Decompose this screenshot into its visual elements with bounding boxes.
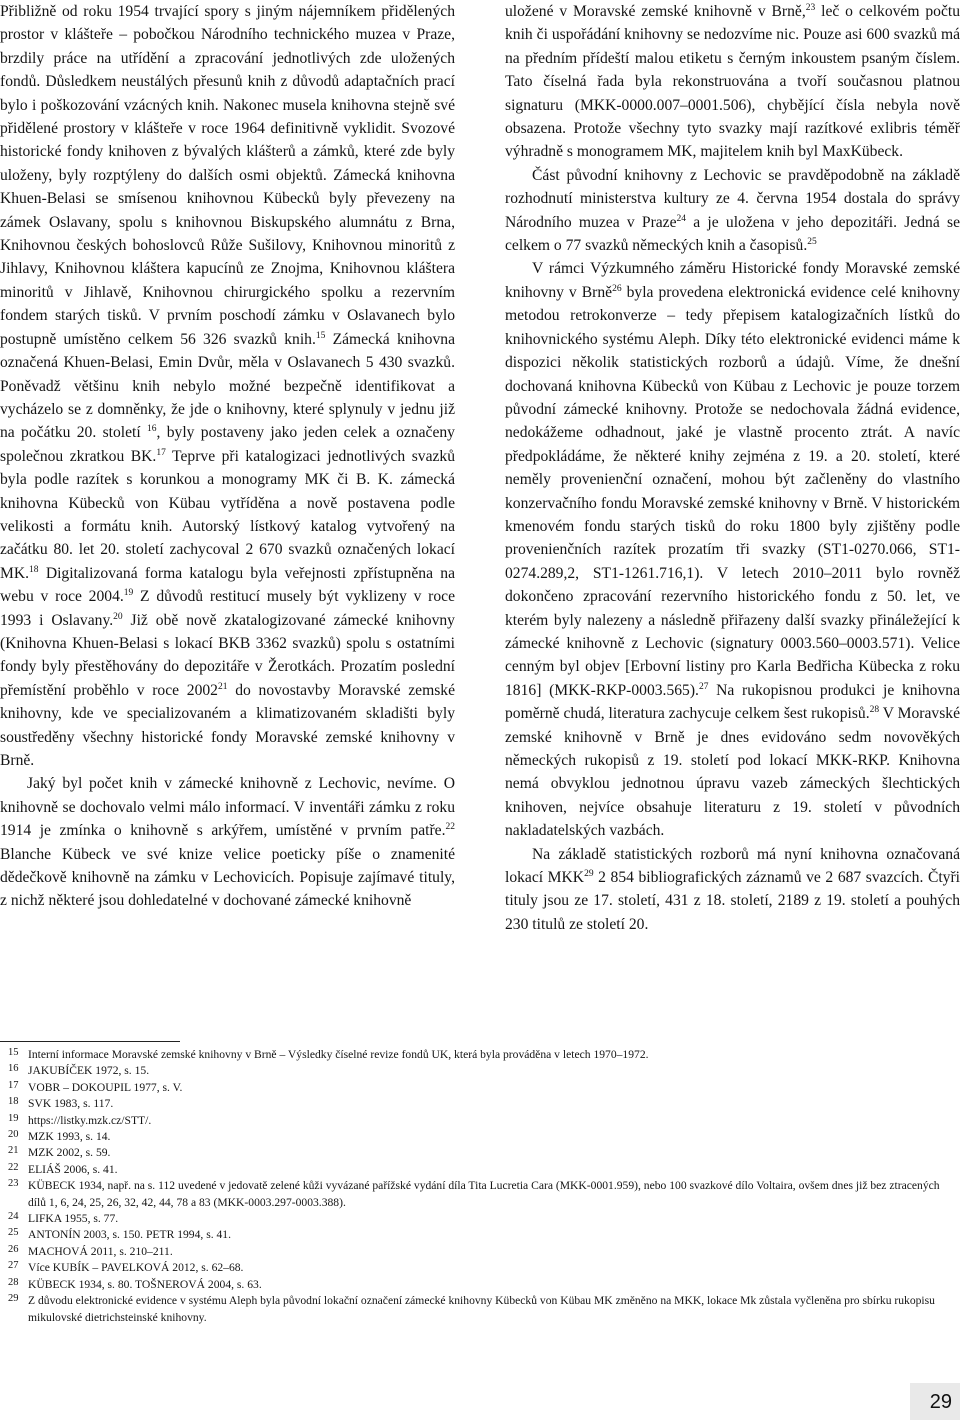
footnote-19 bbox=[0, 1113, 960, 1129]
footnote-ref[interactable]: 26 bbox=[612, 283, 622, 294]
footnote-number: 18 bbox=[8, 1096, 19, 1108]
left-column bbox=[0, 0, 455, 913]
footnote-22: 22 ELIÁŠ 2006, s. 41. bbox=[8, 1161, 118, 1176]
footnote-ref[interactable]: 19 bbox=[123, 588, 134, 599]
footnote-number: 27 bbox=[8, 1260, 19, 1272]
footnote-28: 28 KÜBECK 1934, s. 80. TOŠNEROVÁ 2004, s. 63. bbox=[8, 1276, 262, 1291]
paragraph-3: uložené v Moravské zemské knihovně v Brně,$^{23}$ leč o celkovém počtu knih či uspořádání knihovny se nedozvíme nic. Pouze asi 600 svazků má na předním přídeští malou etiketu s černým inkoustem psaným číslem. Tato číselná řada byla rekonstruována a tvoří současnou platnou signaturu (MKK-0000.007–0001.506), chybějící čísla nebyla nově obsazena. Protože všechny tyto svazky mají razítkové exlibris téměř výhradně s monogramem MK, majitelem knih byl MaxKübeck. bbox=[505, 3, 960, 161]
footnote-number: 19 bbox=[8, 1112, 19, 1124]
footnote-27: 27 Více KUBÍK – PAVELKOVÁ 2012, s. 62–68. bbox=[8, 1260, 244, 1275]
footnote-26: 26 MACHOVÁ 2011, s. 210–211. bbox=[8, 1243, 173, 1258]
footnote-number: 22 bbox=[8, 1161, 19, 1173]
footnote-number: 28 bbox=[8, 1276, 19, 1288]
footnote-number: 24 bbox=[8, 1211, 19, 1223]
footnote-ref[interactable]: 20 bbox=[113, 611, 123, 622]
footnote-ref[interactable]: 29 bbox=[584, 869, 594, 880]
footnote-number: 15 bbox=[8, 1047, 19, 1058]
footnote-number: 29 bbox=[8, 1293, 19, 1305]
footnote-number: 23 bbox=[8, 1178, 19, 1190]
footnote-ref[interactable]: 18 bbox=[29, 564, 39, 575]
footnote-ref[interactable]: 22 bbox=[445, 822, 455, 833]
footnote-number: 26 bbox=[8, 1243, 19, 1255]
footnote-ref[interactable]: 15 bbox=[315, 330, 326, 341]
paragraph-6: Na základě statistických rozborů má nyní knihovna označovaná lokací MKK$^{29}$ 2 854 bibliografických záznamů ve 2 687 svazcích. Čtyři tituly jsou ze 17. století, 431 z 18. století, 2189 z 19. století a pouhých 230 titulů ze století 20. bbox=[505, 845, 960, 933]
footnote-16: 16 JAKUBÍČEK 1972, s. 15. bbox=[8, 1063, 150, 1078]
footnote-separator bbox=[0, 1041, 180, 1042]
footnote-ref[interactable]: 24 bbox=[676, 213, 687, 224]
page-number: 29 bbox=[910, 1383, 960, 1420]
footnote-24: 24 LIFKA 1955, s. 77. bbox=[8, 1211, 119, 1226]
footnote-number: 25 bbox=[8, 1227, 19, 1239]
paragraph-4: Část původní knihovny z Lechovic se pravděpodobně na základě rozhodnutí ministerstva kultury ze 4. června 1954 dostala do správy Národního muzea v Praze$^{24}$ a je uložena v jeho depozitáři. Jedná se celkem o 77 svazků německých knih a časopisů.$^{25}$ bbox=[505, 166, 960, 255]
footnote-17: 17 VOBR – DOKOUPIL 1977, s. V. bbox=[8, 1079, 183, 1094]
footnote-ref[interactable]: 25 bbox=[807, 237, 817, 248]
right-column bbox=[505, 0, 960, 936]
footnote-ref[interactable]: 21 bbox=[217, 681, 228, 692]
footnote-ref[interactable]: 28 bbox=[869, 705, 880, 716]
footnote-number: 20 bbox=[8, 1129, 19, 1141]
footnote-ref[interactable]: 27 bbox=[698, 681, 709, 692]
footnote-number: 16 bbox=[8, 1063, 19, 1075]
paragraph-5: V rámci Výzkumného záměru Historické fondy Moravské zemské knihovny v Brně$^{26}$ byla provedena elektronická evidence celé knihovny metodou retrokonverze – tedy přepisem katalogizačních lístků do knihovnického systému Aleph. Díky této elektronické evidenci máme k dispozici několik statistických rozborů a údajů. Víme, že dnešní dochovaná knihovna Kübecků von Kübau z Lechovic je pouze torzem původní zámecké knihovny. Protože se nedochovala žádná evidence, nedokážeme odhadnout, jaké je vlastně procento ztrát. A navíc předpokládáme, že některé knihy zejména z 19. a 20. století, které neměly provenienční označení, mohou být začleněny do vlastního konzervačního fondu Moravské zemské knihovny v Brně. V historickém kmenovém fondu starých tisků do roku 1800 byly zjištěny podle provenienčních razítek prozatím tři svazky (ST1-0270.066, ST1-0274.289,2, ST1-1261.716,1). V letech 2010–2011 bylo rovněž dokončeno zpracování rezervního historického fondu z 50. let, ve kterém byly nalezeny a následně přiřazeny další svazky přináležející k zámecké knihovně z Lechovic (signatury 0003.560–0003.571). Velice cenným byl objev [Erbovní listiny pro Karla Bedřicha Kübecka z roku 1816] (MKK-RKP-0003.565).$^{27}$ Na rukopisnou produkci je knihovna poměrně chudá, literatura zachycuje celkem šest rukopisů.$^{28}$ V Moravské zemské knihovně v Brně je dnes evidováno sedm novověkých německých rukopisů z 19. století pod lokací MKK-RKP. Knihovna nemá obvyklou jednotnou úpravu vazeb zámeckých šlechtických knihoven, nejvíce obsahuje literaturu z 19. století v původních nakladatelských vazbách. bbox=[505, 260, 960, 840]
footnote-number: 17 bbox=[8, 1079, 19, 1091]
footnotes bbox=[0, 1047, 960, 1326]
footnote-15: 15 Interní informace Moravské zemské knihovny v Brně – Výsledky číselné revize fondů UK, která byla prováděna v letech 1970–1972. bbox=[8, 1047, 649, 1061]
footnote-link[interactable]: https://listky.mzk.cz/STT/. bbox=[28, 1113, 152, 1127]
footnote-20: 20 MZK 1993, s. 14. bbox=[8, 1129, 111, 1144]
paragraph-1: Přibližně od roku 1954 trvající spory s jiným nájemníkem přidělených prostor v klášteře – pobočkou Národního technického muzea v Praze, brzdily práce na utřídění a zpracování jednotlivých zde uložených fondů. Důsledkem neustálých přesunů knih z důvodů adaptačních prací bylo i poškozování vzácných knih. Nakonec musela knihovna stejně své přidělené prostory v klášteře v roce 1964 definitivně vyklidit. Svozové historické fondy knihoven z bývalých klášterů a zámků, které zde byly uloženy, byly rozptýleny do dalších osmi objektů. Zámecká knihovna Khuen-Belasi se smísenou knihovnou Kübecků byly převezeny na zámek Oslavany, spolu s knihovnou Biskupského alumnátu z Brna, Knihovnou českých bohoslovců Růže Sušilovy, Knihovnou minoritů z Jihlavy, Knihovnou kláštera kapucínů ze Znojma, Knihovnou kláštera minoritů v Jihlavě, Knihovnou chirurgického spolku a rezervním fondem starých tisků. V prvním poschodí zámku v Oslavanech bylo postupně umístěno celkem 56 326 svazků knih.$^{15}$ Zámecká knihovna označená Khuen-Belasi, Emin Dvůr, měla v Oslavanech 5 430 svazků. Poněvadž většinu knih nebylo možné bezpečně identifikovat a vycházelo se z domněnky, že jde o knihovny, které splynuly v jednu již na počátku 20. století $^{16}$, byly postaveny jako jeden celek a označeny společnou zkratkou BK.$^{17}$ Teprve při katalogizaci jednotlivých svazků byla podle razítek s korunkou a monogramy MK či B. K. zámecká knihovna Kübecků von Kübau vytříděna a nově postavena podle velikosti a formátu knih. Autorský lístkový katalog vytvořený na začátku 80. let 20. století zachycoval 2 670 svazků označených lokací MK.$^{18}$ Digitalizovaná forma katalogu byla veřejnosti zpřístupněna na webu v roce 2004.19 Z důvodů restitucí musely být vyklizeny v roce 1993 i Oslavany.$^{20}$ Již obě nově zkatalogizované zámecké knihovny (Knihovna Khuen-Belasi s lokací BKB 3362 svazků) spolu s ostatními fondy byly přestěhovány do depozitáře v Žerotkách. Prozatím poslední přemístění proběhlo v roce 2002$^{21}$ do novostavby Moravské zemské knihovny, kde ve specializovaném a klimatizovaném skladišti byly soustředěny všechny historické fondy Moravské zemské knihovny v Brně. bbox=[0, 3, 456, 769]
paragraph-2: Jaký byl počet knih v zámecké knihovně z Lechovic, nevíme. O knihovně se dochovalo velmi málo informací. V inventáři zámku z roku 1914 je zmínka o knihovně s arkýřem, umístěné v prvním patře.$^{22}$ Blanche Kübeck ve své knize velice poeticky píše o znamenité dědečkově knihovně na zámku v Lechovicích. Popisuje zajímavé tituly, z nichž některé jsou dohledatelné v dochované zámecké knihovně bbox=[0, 775, 455, 910]
footnote-23: 23 KÜBECK 1934, např. na s. 112 uvedené v jedovatě zelené kůži vyvázané pařížské vydání díla Tita Lucretia Cara (MKK-0001.959), nebo 100 svazkové dílo Voltaira, ovšem dnes již bez ztracených dílů 1, 6, 24, 25, 26, 32, 42, 44, 78 a 83 (MKK-0003.297-0003.388). bbox=[8, 1178, 940, 1209]
footnote-25: 25 ANTONÍN 2003, s. 150. PETR 1994, s. 41. bbox=[8, 1227, 232, 1242]
footnote-18: 18 SVK 1983, s. 117. bbox=[8, 1096, 114, 1111]
footnote-21: 21 MZK 2002, s. 59. bbox=[8, 1145, 111, 1160]
footnote-ref[interactable]: 16 bbox=[147, 424, 157, 435]
footnote-29: 29 Z důvodu elektronické evidence v systému Aleph byla původní lokační označení zámecké knihovny Kübecků von Kübau MK změněno na MKK, lokace Mk zůstala vyčleněna pro sbírku rukopisu mikulovské dietrichsteinské knihovny. bbox=[8, 1293, 935, 1324]
footnote-ref[interactable]: 23 bbox=[805, 3, 816, 13]
footnote-number: 21 bbox=[8, 1145, 19, 1157]
footnote-ref[interactable]: 17 bbox=[156, 447, 166, 458]
